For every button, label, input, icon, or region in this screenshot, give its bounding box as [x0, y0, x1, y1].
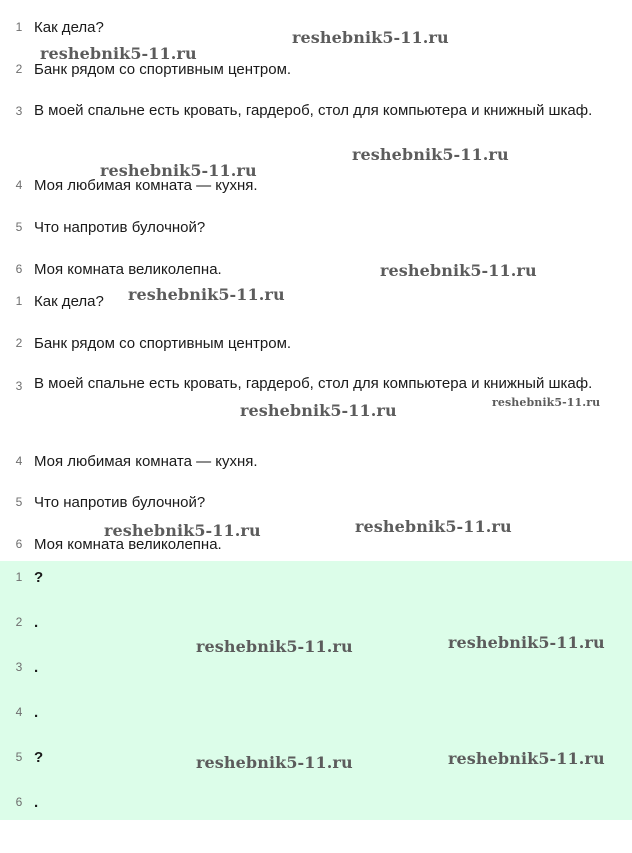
answer-text: . — [34, 659, 39, 676]
watermark: reshebnik5-11.ru — [292, 28, 449, 47]
item-number: 2 — [15, 62, 23, 76]
item-number: 2 — [15, 336, 23, 350]
item-text: В моей спальне есть кровать, гардероб, стол для компьютера и книжный шкаф. — [34, 102, 593, 119]
item-number: 3 — [15, 379, 23, 393]
item-number: 3 — [15, 104, 23, 118]
item-number: 5 — [15, 220, 23, 234]
watermark: reshebnik5-11.ru — [380, 261, 537, 280]
answer-text: . — [34, 614, 39, 631]
item-number: 5 — [15, 750, 23, 764]
watermark: reshebnik5-11.ru — [352, 145, 509, 164]
item-number: 1 — [15, 570, 23, 584]
item-text: Банк рядом со спортивным центром. — [34, 335, 292, 352]
answer-block — [0, 561, 632, 820]
answer-text: ? — [34, 749, 44, 766]
item-number: 4 — [15, 454, 23, 468]
item-number: 5 — [15, 495, 23, 509]
item-text: В моей спальне есть кровать, гардероб, стол для компьютера и книжный шкаф. — [34, 375, 593, 392]
item-text: Как дела? — [34, 19, 104, 36]
item-number: 6 — [15, 537, 23, 551]
item-number: 3 — [15, 660, 23, 674]
item-text: Банк рядом со спортивным центром. — [34, 61, 292, 78]
item-number: 1 — [15, 20, 23, 34]
item-number: 4 — [15, 178, 23, 192]
item-text: Моя комната великолепна. — [34, 536, 222, 553]
answer-text: . — [34, 704, 39, 721]
item-number: 6 — [15, 795, 23, 809]
item-number: 4 — [15, 705, 23, 719]
item-number: 6 — [15, 262, 23, 276]
item-text: Моя любимая комната — кухня. — [34, 177, 258, 194]
watermark: reshebnik5-11.ru — [40, 44, 197, 63]
item-text: Что напротив булочной? — [34, 219, 206, 236]
item-number: 2 — [15, 615, 23, 629]
watermark: reshebnik5-11.ru — [355, 517, 512, 536]
item-text: Как дела? — [34, 293, 104, 310]
watermark: reshebnik5-11.ru — [196, 753, 353, 772]
watermark: reshebnik5-11.ru — [104, 521, 261, 540]
item-text: Что напротив булочной? — [34, 494, 206, 511]
watermark: reshebnik5-11.ru — [128, 285, 285, 304]
watermark: reshebnik5-11.ru — [492, 396, 601, 409]
item-number: 1 — [15, 294, 23, 308]
watermark: reshebnik5-11.ru — [448, 633, 605, 652]
watermark: reshebnik5-11.ru — [448, 749, 605, 768]
answer-text: ? — [34, 569, 44, 586]
answer-text: . — [34, 794, 39, 811]
watermark: reshebnik5-11.ru — [196, 637, 353, 656]
item-text: Моя любимая комната — кухня. — [34, 453, 258, 470]
item-text: Моя комната великолепна. — [34, 261, 222, 278]
watermark: reshebnik5-11.ru — [100, 161, 257, 180]
watermark: reshebnik5-11.ru — [240, 401, 397, 420]
